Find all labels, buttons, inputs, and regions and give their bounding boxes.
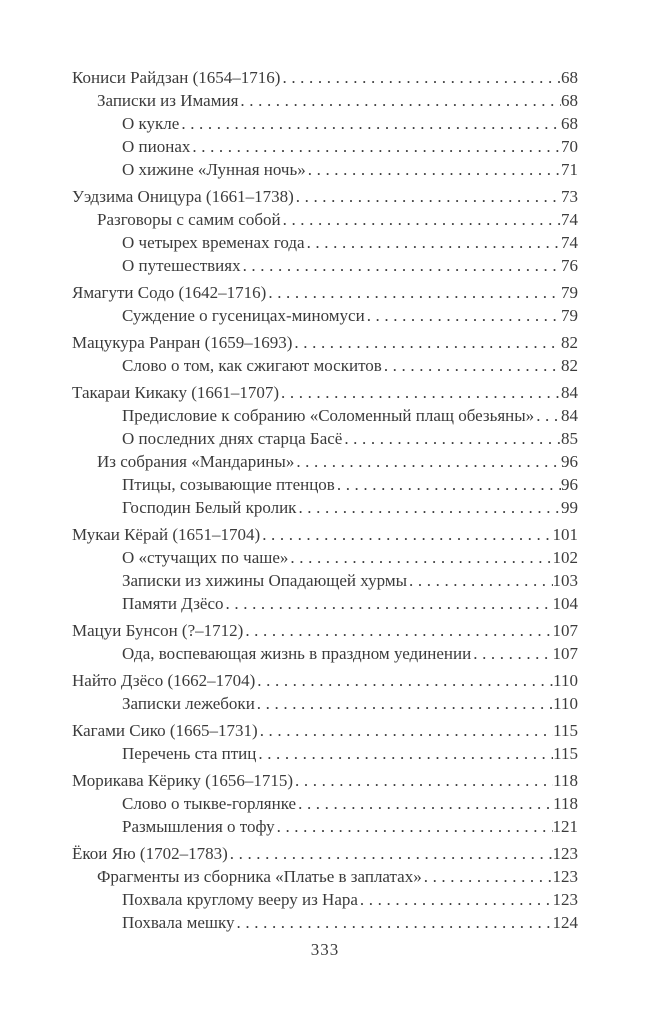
dot-leader	[224, 592, 553, 615]
toc-entry-page: 110	[553, 671, 578, 690]
dot-leader	[255, 692, 553, 715]
toc-entry-title: Предисловие к собранию «Соломенный плащ обезьяны»	[122, 406, 535, 425]
toc-entry-title: Господин Белый кролик	[122, 498, 297, 517]
toc-entry	[72, 592, 578, 615]
toc-entry-page: 101	[552, 525, 578, 544]
toc-entry-title: Мацукура Ранран (1659–1693)	[72, 333, 293, 352]
dot-leader	[471, 642, 552, 665]
toc-entry	[72, 450, 578, 473]
toc-entry-title: Записки из Имамия	[97, 91, 239, 110]
dot-leader	[306, 158, 561, 181]
toc-entry-page: 82	[561, 333, 578, 352]
toc-entry-title: Слово о тыкве-горлянке	[122, 794, 297, 813]
dot-leader	[305, 231, 561, 254]
toc-entry-page: 124	[552, 913, 578, 932]
toc-entry-title: Такараи Кикаку (1661–1707)	[72, 383, 280, 402]
toc-entry-title: Записки из хижины Опадающей хурмы	[122, 571, 408, 590]
dot-leader	[296, 792, 553, 815]
dot-leader	[266, 281, 561, 304]
dot-leader	[179, 112, 561, 135]
dot-leader	[281, 208, 561, 231]
dot-leader	[382, 354, 561, 377]
dot-leader	[260, 523, 552, 546]
toc-entry-title: Ямагути Содо (1642–1716)	[72, 283, 267, 302]
toc-entry-title: Перечень ста птиц	[122, 744, 257, 763]
toc-section	[72, 669, 578, 715]
toc-entry	[72, 865, 578, 888]
toc-entry-title: Ода, воспевающая жизнь в праздном уединении	[122, 644, 472, 663]
toc-entry-title: О кукле	[122, 114, 180, 133]
toc-entry	[72, 742, 578, 765]
toc-entry-title: О последних днях старца Басё	[122, 429, 343, 448]
toc-entry-title: Кагами Сико (1665–1731)	[72, 721, 258, 740]
toc-entry	[72, 89, 578, 112]
toc-entry-title: Похвала мешку	[122, 913, 235, 932]
toc-entry	[72, 523, 578, 546]
toc-entry-title: Фрагменты из сборника «Платье в заплатах»	[97, 867, 422, 886]
toc-entry-title: Размышления о тофу	[122, 817, 275, 836]
toc-entry-page: 107	[552, 644, 578, 663]
toc-section	[72, 719, 578, 765]
dot-leader	[335, 473, 561, 496]
page-number: 333	[310, 940, 340, 959]
toc-entry-page: 84	[561, 406, 578, 425]
toc-entry	[72, 619, 578, 642]
toc-entry-title: Мукаи Кёрай (1651–1704)	[72, 525, 261, 544]
toc-entry-page: 84	[561, 383, 578, 402]
toc-entry-page: 123	[552, 844, 578, 863]
dot-leader	[256, 742, 553, 765]
toc-entry-page: 74	[561, 233, 578, 252]
toc-entry	[72, 281, 578, 304]
dot-leader	[294, 450, 561, 473]
dot-leader	[243, 619, 552, 642]
dot-leader	[294, 185, 561, 208]
toc-entry-title: О «стучащих по чаше»	[122, 548, 289, 567]
toc-entry-page: 121	[552, 817, 578, 836]
toc-entry-title: Записки лежебоки	[122, 694, 255, 713]
toc-entry-page: 79	[561, 306, 578, 325]
dot-leader	[342, 427, 561, 450]
toc-entry-page: 68	[561, 114, 578, 133]
toc-entry	[72, 842, 578, 865]
dot-leader	[258, 719, 553, 742]
toc-entry-title: Похвала круглому вееру из Нара	[122, 890, 358, 909]
toc-entry	[72, 354, 578, 377]
dot-leader	[238, 89, 561, 112]
toc-entry	[72, 546, 578, 569]
toc-entry-page: 103	[552, 571, 578, 590]
toc-entry-page: 115	[553, 721, 578, 740]
toc-entry	[72, 208, 578, 231]
toc-section	[72, 619, 578, 665]
toc-entry-page: 74	[561, 210, 578, 229]
toc-entry	[72, 427, 578, 450]
dot-leader	[228, 842, 553, 865]
toc-entry	[72, 135, 578, 158]
toc-entry-title: Птицы, созывающие птенцов	[122, 475, 335, 494]
toc-entry-page: 99	[561, 498, 578, 517]
toc-section	[72, 185, 578, 277]
dot-leader	[279, 381, 561, 404]
toc-entry-title: Ёкои Яю (1702–1783)	[72, 844, 228, 863]
toc-entry	[72, 692, 578, 715]
table-of-contents	[72, 66, 578, 934]
toc-entry	[72, 669, 578, 692]
toc-entry-page: 76	[561, 256, 578, 275]
toc-section	[72, 381, 578, 519]
toc-section	[72, 842, 578, 934]
dot-leader	[292, 331, 561, 354]
toc-entry-page: 115	[553, 744, 578, 763]
toc-entry-title: Слово о том, как сжигают москитов	[122, 356, 382, 375]
toc-entry-title: Из собрания «Мандарины»	[97, 452, 295, 471]
dot-leader	[365, 304, 561, 327]
toc-entry	[72, 381, 578, 404]
toc-entry-title: Найто Дзёсо (1662–1704)	[72, 671, 256, 690]
dot-leader	[407, 569, 552, 592]
toc-entry-page: 68	[561, 68, 578, 87]
toc-entry	[72, 473, 578, 496]
toc-section	[72, 66, 578, 181]
toc-entry-page: 118	[553, 771, 578, 790]
toc-entry	[72, 66, 578, 89]
toc-entry-title: Разговоры с самим собой	[97, 210, 281, 229]
toc-entry	[72, 719, 578, 742]
toc-entry	[72, 404, 578, 427]
toc-entry	[72, 769, 578, 792]
toc-entry-title: Памяти Дзёсо	[122, 594, 224, 613]
toc-entry-page: 70	[561, 137, 578, 156]
toc-entry	[72, 254, 578, 277]
toc-entry	[72, 304, 578, 327]
dot-leader	[293, 769, 553, 792]
toc-entry-title: Уэдзима Оницура (1661–1738)	[72, 187, 294, 206]
dot-leader	[255, 669, 553, 692]
dot-leader	[241, 254, 561, 277]
toc-entry-page: 123	[552, 867, 578, 886]
toc-entry	[72, 331, 578, 354]
toc-entry-page: 123	[552, 890, 578, 909]
toc-entry-title: О хижине «Лунная ночь»	[122, 160, 306, 179]
toc-entry-page: 82	[561, 356, 578, 375]
dot-leader	[190, 135, 561, 158]
toc-entry-title: О четырех временах года	[122, 233, 305, 252]
toc-entry-page: 102	[552, 548, 578, 567]
dot-leader	[275, 815, 553, 838]
dot-leader	[422, 865, 553, 888]
dot-leader	[280, 66, 561, 89]
dot-leader	[358, 888, 553, 911]
toc-entry-page: 104	[552, 594, 578, 613]
toc-entry	[72, 158, 578, 181]
toc-section	[72, 769, 578, 838]
toc-entry	[72, 911, 578, 934]
toc-entry-page: 96	[561, 475, 578, 494]
toc-entry	[72, 231, 578, 254]
toc-entry-title: О путешествиях	[122, 256, 241, 275]
toc-entry-page: 71	[561, 160, 578, 179]
toc-entry-page: 85	[561, 429, 578, 448]
toc-entry-title: Мацуи Бунсон (?–1712)	[72, 621, 244, 640]
toc-entry-page: 68	[561, 91, 578, 110]
toc-entry-page: 110	[553, 694, 578, 713]
toc-section	[72, 281, 578, 327]
toc-entry-page: 73	[561, 187, 578, 206]
toc-entry	[72, 185, 578, 208]
toc-entry-page: 107	[552, 621, 578, 640]
toc-entry	[72, 496, 578, 519]
toc-entry-title: Морикава Кёрику (1656–1715)	[72, 771, 294, 790]
toc-entry-title: Кониси Райдзан (1654–1716)	[72, 68, 281, 87]
toc-entry	[72, 569, 578, 592]
toc-entry-page: 96	[561, 452, 578, 471]
toc-entry	[72, 815, 578, 838]
toc-entry-page: 118	[553, 794, 578, 813]
dot-leader	[235, 911, 553, 934]
toc-entry-page: 79	[561, 283, 578, 302]
toc-entry-title: Суждение о гусеницах-миномуси	[122, 306, 365, 325]
toc-entry	[72, 792, 578, 815]
dot-leader	[296, 496, 561, 519]
dot-leader	[534, 404, 561, 427]
toc-entry	[72, 112, 578, 135]
toc-entry	[72, 888, 578, 911]
toc-entry-title: О пионах	[122, 137, 191, 156]
dot-leader	[288, 546, 552, 569]
toc-section	[72, 523, 578, 615]
toc-entry	[72, 642, 578, 665]
toc-section	[72, 331, 578, 377]
